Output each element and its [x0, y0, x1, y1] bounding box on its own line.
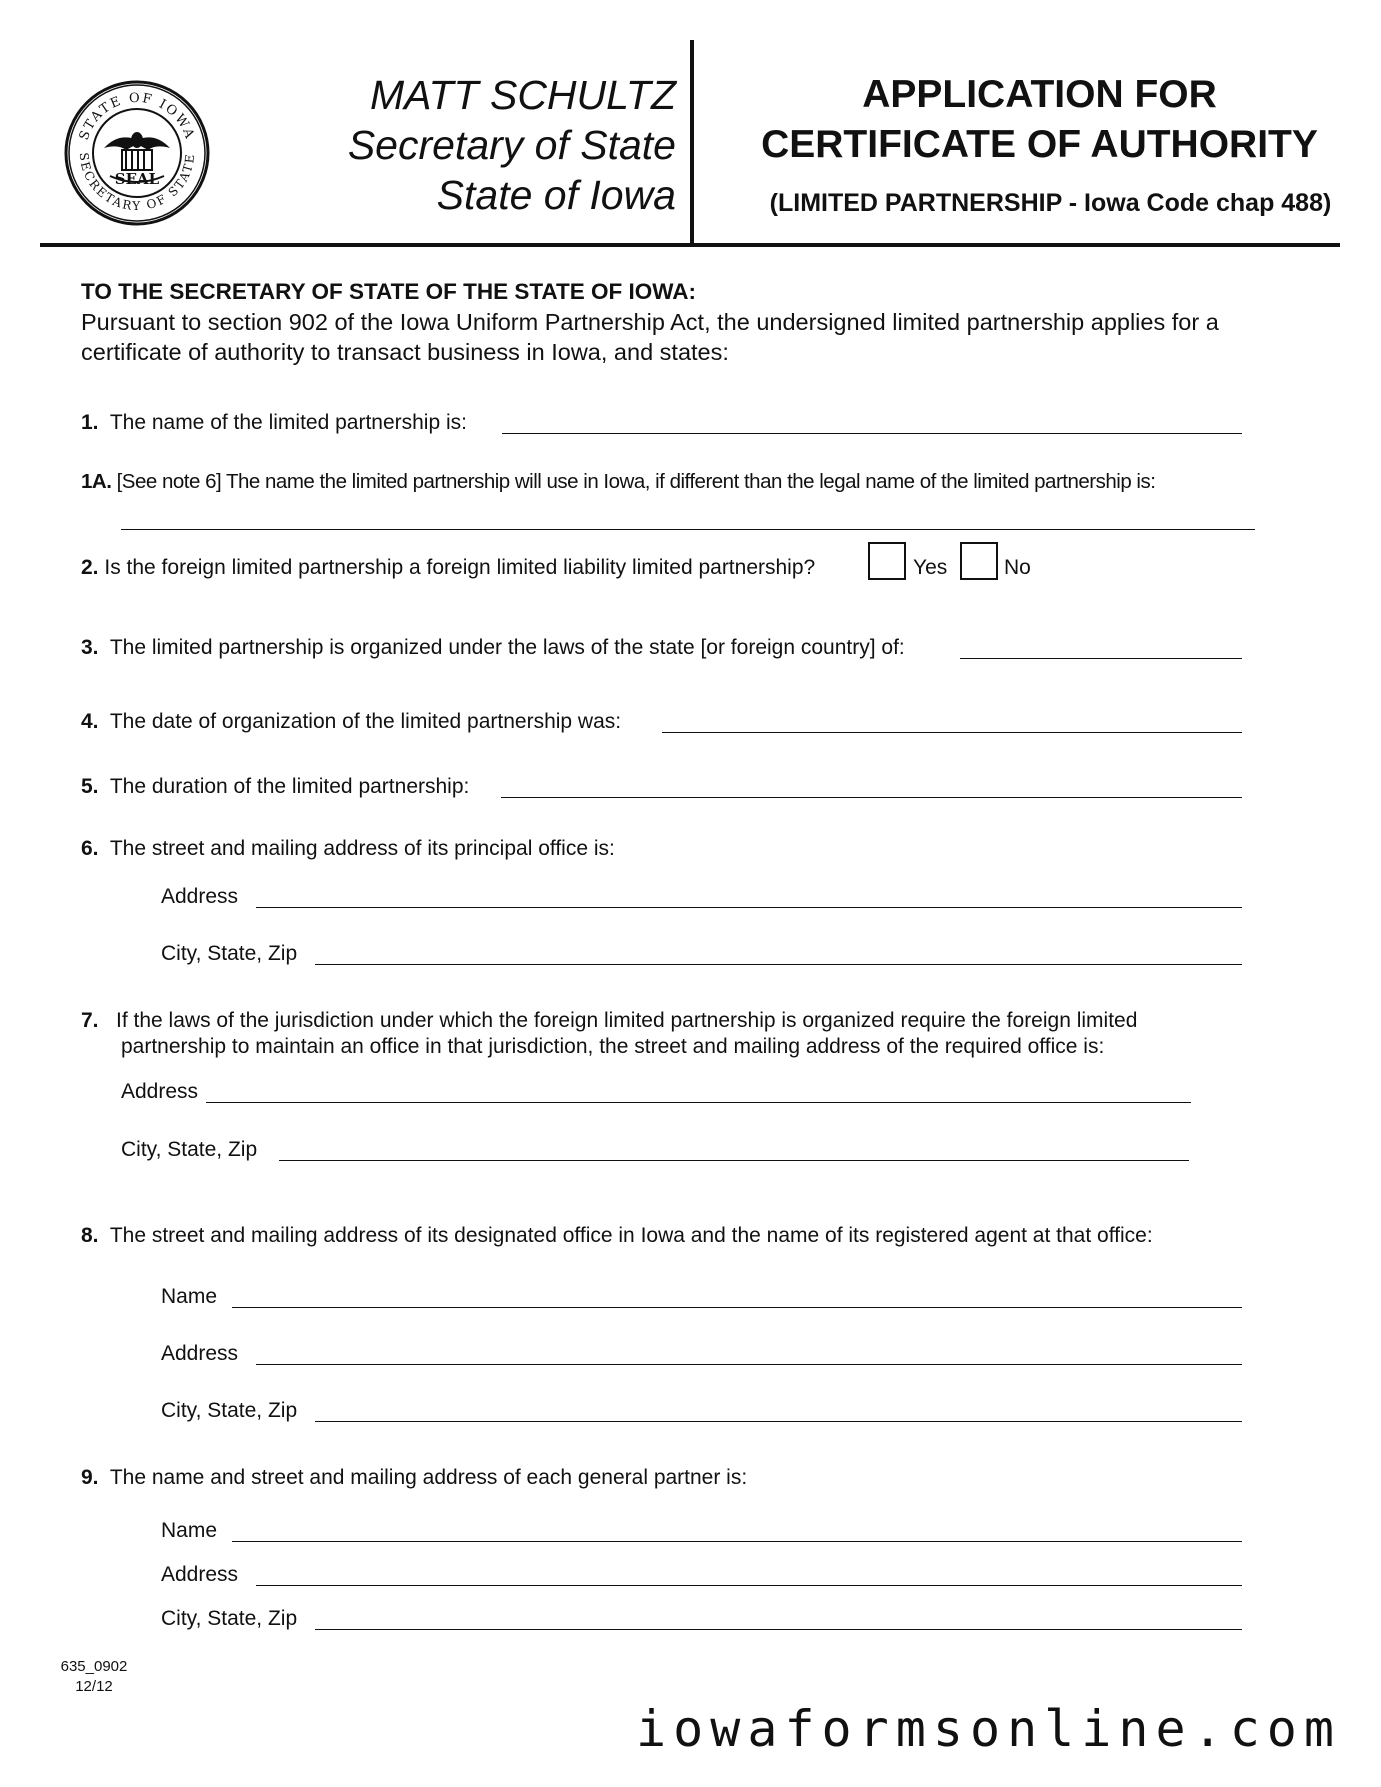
q6-label: 6. The street and mailing address of its principal office is:	[81, 837, 615, 860]
form-title-block	[698, 70, 1381, 220]
q6-city-field[interactable]	[315, 964, 1242, 965]
q7-address-field[interactable]	[206, 1102, 1191, 1103]
q9-address-field[interactable]	[256, 1585, 1242, 1586]
q3-jurisdiction-field[interactable]	[960, 658, 1242, 659]
secretary-office: Secretary of State	[347, 122, 676, 168]
q8-city-field[interactable]	[315, 1421, 1242, 1422]
header-divider	[690, 40, 694, 244]
intro-body: Pursuant to section 902 of the Iowa Uniform Partnership Act, the undersigned limited partnership applies for a certificate of authority to transact business in Iowa, and states:	[81, 309, 1219, 365]
form-revision: 12/12	[75, 1678, 113, 1695]
q2-yes-label: Yes	[913, 556, 948, 579]
svg-text:STATE OF IOWA: STATE OF IOWA	[76, 90, 198, 143]
q2-label: 2. Is the foreign limited partnership a foreign limited liability limited partnership?	[81, 556, 816, 579]
q9-city-label: City, State, Zip	[161, 1607, 298, 1630]
state-seal-logo	[64, 80, 210, 226]
q9-name-field[interactable]	[232, 1541, 1242, 1542]
q6-city-label: City, State, Zip	[161, 942, 298, 965]
q7-label-line1: 7. If the laws of the jurisdiction under which the foreign limited partnership is organized require the foreign limited	[81, 1009, 1138, 1032]
secretary-state: State of Iowa	[436, 172, 676, 218]
q2-yes-checkbox[interactable]	[868, 542, 906, 580]
form-number: 635_0902	[60, 1658, 128, 1675]
form-title-line2: CERTIFICATE OF AUTHORITY	[761, 123, 1318, 166]
q7-city-field[interactable]	[279, 1160, 1189, 1161]
q4-date-field[interactable]	[662, 732, 1242, 733]
q9-address-label: Address	[161, 1563, 239, 1586]
q1a-label: 1A. [See note 6] The name the limited partnership will use in Iowa, if different than the legal name of the limited partnership is:	[81, 470, 1156, 493]
q6-address-field[interactable]	[256, 907, 1242, 908]
header-rule	[40, 243, 1340, 247]
q8-name-label: Name	[161, 1285, 218, 1308]
q4-label: 4. The date of organization of the limited partnership was:	[81, 710, 622, 733]
intro-heading: TO THE SECRETARY OF STATE OF THE STATE OF IOWA:	[81, 279, 697, 304]
form-subtitle: (LIMITED PARTNERSHIP - Iowa Code chap 488)	[769, 189, 1332, 217]
svg-text:SECRETARY OF STATE: SECRETARY OF STATE	[76, 151, 198, 214]
form-number-block	[58, 1657, 130, 1697]
q7-address-label: Address	[121, 1080, 199, 1103]
q1-name-field[interactable]	[502, 433, 1242, 434]
q5-duration-field[interactable]	[501, 797, 1242, 798]
form-title-line1: APPLICATION FOR	[862, 73, 1217, 116]
website-watermark: iowaformsonline.com	[636, 1700, 1341, 1758]
q9-name-label: Name	[161, 1519, 218, 1542]
q5-label: 5. The duration of the limited partnership:	[81, 775, 470, 798]
q8-label: 8. The street and mailing address of its designated office in Iowa and the name of its registered agent at that office:	[81, 1224, 1153, 1247]
q6-address-label: Address	[161, 885, 239, 908]
q1-label: 1. The name of the limited partnership is:	[81, 411, 467, 434]
q2-no-checkbox[interactable]	[960, 542, 998, 580]
q9-label: 9. The name and street and mailing address of each general partner is:	[81, 1466, 748, 1489]
secretary-block	[348, 70, 676, 220]
q8-city-label: City, State, Zip	[161, 1399, 298, 1422]
q8-address-label: Address	[161, 1342, 239, 1365]
q3-label: 3. The limited partnership is organized under the laws of the state [or foreign country] of:	[81, 636, 905, 659]
secretary-name: MATT SCHULTZ	[370, 72, 676, 118]
q1a-iowa-name-field[interactable]	[121, 529, 1255, 530]
q7-label-line2: partnership to maintain an office in that jurisdiction, the street and mailing address of the required office is:	[121, 1035, 1105, 1058]
q9-city-field[interactable]	[315, 1629, 1242, 1630]
q8-name-field[interactable]	[232, 1307, 1242, 1308]
q7-city-label: City, State, Zip	[121, 1138, 258, 1161]
q8-address-field[interactable]	[256, 1364, 1242, 1365]
q2-no-label: No	[1004, 556, 1031, 579]
intro	[81, 277, 1321, 367]
svg-text:SEAL: SEAL	[114, 170, 160, 188]
